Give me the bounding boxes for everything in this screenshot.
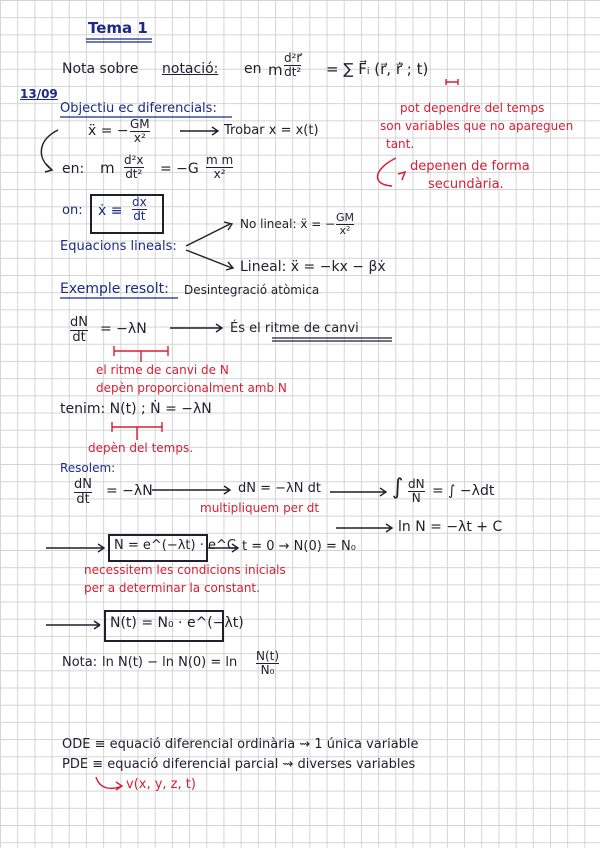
equacions-label: Equacions lineals: — [60, 239, 177, 254]
objectiu-fraction2 — [124, 154, 144, 180]
objectiu-den: x² — [133, 130, 146, 145]
exemple-tenim: tenim: N(t) ; Ṅ = −λN — [60, 401, 212, 417]
resolem-cond: t = 0 → N(0) = N₀ — [242, 539, 356, 554]
on-den: dt — [133, 208, 146, 223]
nota-en: en — [244, 61, 262, 77]
exemple-den: dt — [72, 329, 86, 345]
def-pde: PDE ≡ equació diferencial parcial ⇝ diverses variables — [62, 757, 416, 772]
equacions-nl-num: GM — [336, 211, 355, 224]
objectiu-eq: = −G — [160, 161, 199, 177]
exemple-label: Exemple resolt: — [60, 281, 169, 297]
on-label: on: — [62, 203, 83, 218]
resolem-boxed1: N = e^(−λt) · e^C — [114, 538, 236, 553]
page-title: Tema 1 — [88, 19, 148, 37]
exemple-eq: = −λN — [100, 321, 147, 337]
resolem-ln: ln N = −λt + C — [398, 519, 503, 535]
red-note-line1: pot dependre del temps — [400, 101, 545, 115]
red-note-line3: tant. — [386, 137, 415, 151]
resolem-red-mult: multipliquem per dt — [200, 501, 320, 515]
nota-fraction — [284, 52, 301, 78]
resolem-label: Resolem: — [60, 461, 116, 475]
objectiu-lhs: ẍ = − — [88, 123, 129, 139]
resolem-boxed2: N(t) = N₀ · e^(−λt) — [110, 615, 244, 631]
objectiu-den2: dt² — [125, 166, 143, 181]
exemple-red2: depèn proporcionalment amb N — [96, 381, 287, 395]
exemple-rest: Desintegració atòmica — [184, 283, 320, 297]
resolem-int-rhs: = ∫ −λdt — [432, 483, 495, 499]
objectiu-num3: m m — [206, 153, 234, 167]
resolem-eq: = −λN — [106, 483, 153, 499]
equacions-lineal: Lineal: ẍ = −kx − βẋ — [240, 259, 386, 275]
resolem-den: dt — [76, 491, 90, 507]
red-note-line2: son variables que no apareguen — [380, 119, 574, 133]
red-note2-line1: depenen de forma — [410, 159, 530, 174]
resolem-red5: per a determinar la constant. — [84, 581, 260, 595]
def-ode: ODE ≡ equació diferencial ordinària ⇝ 1 única variable — [62, 737, 419, 752]
objectiu-trobar: Trobar x = x(t) — [224, 123, 319, 138]
objectiu-en: en: — [62, 161, 85, 177]
nota2-fraction — [256, 650, 279, 676]
nota2-expr: ln N(t) − ln N(0) = ln — [102, 655, 238, 670]
nota-word: notació: — [162, 61, 219, 77]
resolem-fraction — [74, 478, 92, 506]
exemple-fraction — [70, 316, 88, 344]
exemple-red1: el ritme de canvi de N — [96, 363, 229, 377]
objectiu-fraction — [130, 118, 150, 144]
objectiu-num: GM — [130, 117, 150, 131]
equacions-nl-fraction — [336, 212, 354, 236]
resolem-int-den: N — [411, 490, 421, 505]
on-num: dx — [132, 195, 147, 209]
resolem-int-num: dN — [408, 477, 425, 491]
resolem-int-fraction — [408, 478, 425, 504]
exemple-red3: depèn del temps. — [88, 441, 194, 455]
on-lhs: ẋ ≡ — [98, 203, 123, 219]
date-label: 13/09 — [20, 87, 58, 101]
nota2-label: Nota: — [62, 655, 98, 670]
objectiu-label: Objectiu ec diferencials: — [60, 101, 217, 116]
exemple-num: dN — [70, 315, 88, 330]
nota2-den: N₀ — [260, 662, 275, 677]
resolem-int-lhs: ∫ — [392, 475, 404, 500]
equacions-nl-den: x² — [339, 223, 351, 237]
nota-rhs: = ∑ F⃗ᵢ (r⃗, r⃗̇ ; t) — [326, 60, 429, 78]
red-note2-line2: secundària. — [428, 177, 504, 192]
resolem-num: dN — [74, 477, 92, 492]
resolem-mid: dN = −λN dt — [238, 481, 321, 496]
nota-label: Nota sobre — [62, 61, 139, 77]
objectiu-m: m — [100, 159, 115, 177]
objectiu-den3: x² — [213, 166, 226, 181]
on-fraction — [132, 196, 147, 222]
objectiu-num2: d²x — [124, 153, 144, 167]
def-red-vars: v(x, y, z, t) — [126, 777, 196, 792]
nota-m: m — [268, 61, 283, 79]
nota-fraction-den: dt² — [284, 64, 302, 79]
exemple-ritme: És el ritme de canvi — [230, 321, 359, 336]
objectiu-fraction3 — [206, 154, 233, 180]
resolem-red4: necessitem les condicions inicials — [84, 563, 286, 577]
equacions-nolineal: No lineal: ẍ = − — [240, 217, 336, 231]
nota-fraction-num: d²r⃗ — [284, 51, 302, 65]
nota2-num: N(t) — [256, 649, 280, 663]
